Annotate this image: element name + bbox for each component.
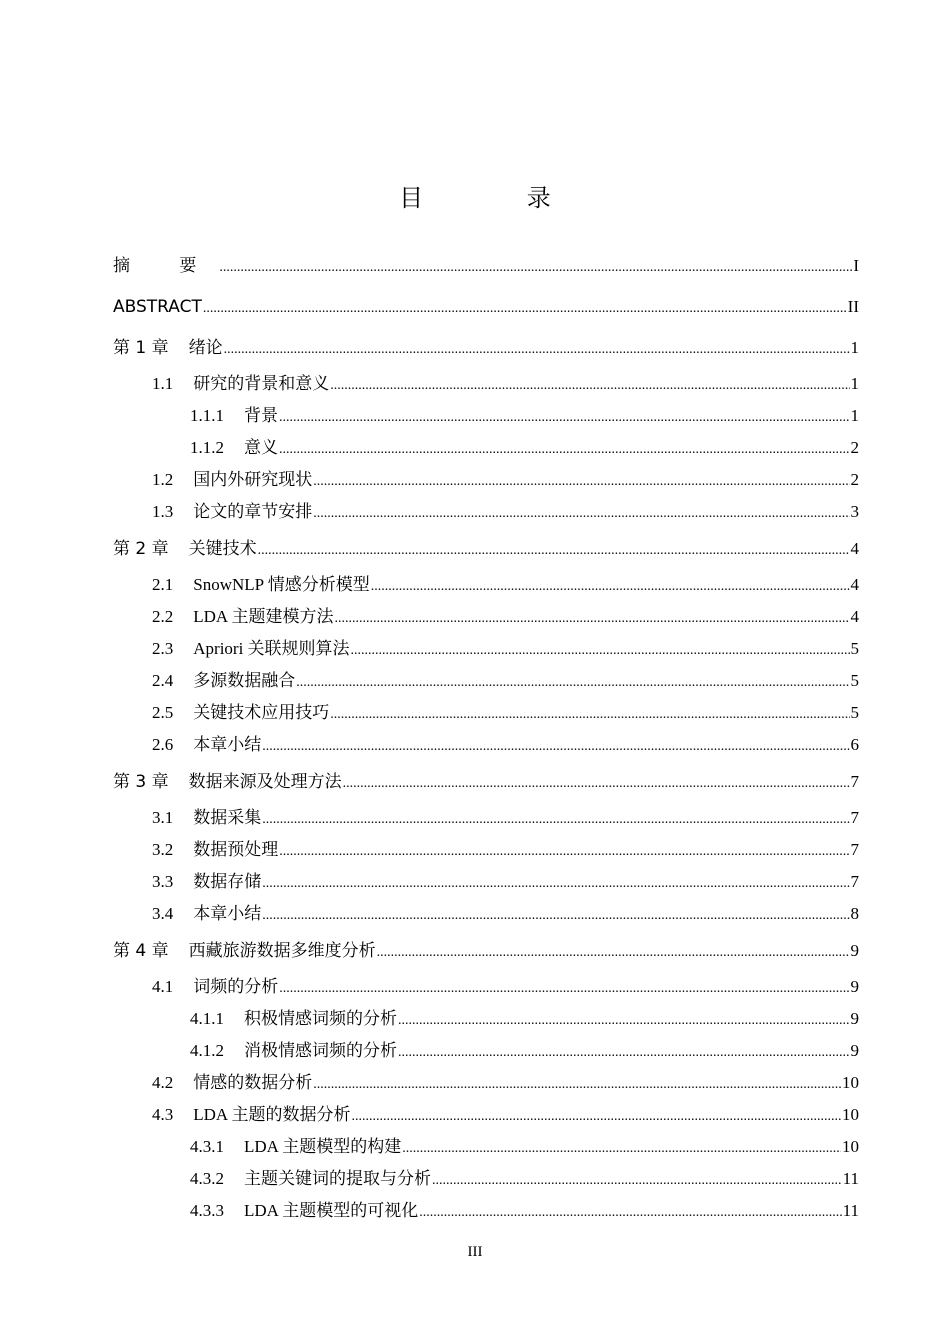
toc-entry[interactable] (113, 930, 859, 971)
toc-entry-title: LDA 主题建模方法 (193, 607, 334, 626)
toc-entry-number: 2.2 (152, 607, 174, 626)
toc-entry-title: 摘 要 (113, 256, 219, 276)
toc-entry-number: 1.1.2 (190, 438, 224, 457)
toc-entry-page: I (853, 256, 859, 275)
toc-entry-number: 第 2 章 (113, 539, 169, 559)
page-number: III (467, 1244, 483, 1260)
toc-entry[interactable] (113, 432, 859, 464)
toc-entry[interactable] (113, 834, 859, 866)
toc-entry-page: 6 (850, 735, 859, 754)
toc-dot-leader (377, 932, 850, 973)
toc-entry-page: II (847, 297, 859, 316)
toc-dot-leader (351, 635, 850, 667)
toc-entry-page: 8 (850, 904, 859, 923)
toc-dot-leader (371, 571, 850, 603)
toc-entry-page: 5 (850, 639, 859, 658)
toc-entry-page: 9 (850, 941, 859, 960)
toc-entry-page: 2 (850, 438, 859, 457)
toc-entry-title: 数据存储 (193, 872, 262, 891)
toc-dot-leader (313, 1069, 841, 1101)
toc-entry[interactable] (113, 400, 859, 432)
toc-dot-leader (262, 731, 849, 763)
toc-entry-page: 7 (850, 872, 859, 891)
toc-entry[interactable] (113, 866, 859, 898)
table-of-contents (113, 245, 859, 1227)
toc-entry[interactable] (113, 1099, 859, 1131)
toc-entry-title: 多源数据融合 (193, 671, 296, 690)
toc-entry-page: 7 (850, 772, 859, 791)
toc-entry-number: 1.2 (152, 470, 174, 489)
toc-dot-leader (279, 402, 850, 434)
toc-entry-title: LDA 主题模型的构建 (244, 1137, 402, 1156)
toc-entry-number: 第 3 章 (113, 772, 169, 792)
toc-entry-page: 1 (850, 374, 859, 393)
toc-dot-leader (258, 530, 850, 571)
toc-entry-title: 关键技术 (188, 539, 257, 559)
toc-entry[interactable] (113, 665, 859, 697)
toc-entry-title: SnowNLP 情感分析模型 (193, 575, 370, 594)
toc-entry-title: 意义 (244, 438, 278, 457)
toc-entry-page: 10 (842, 1073, 859, 1092)
toc-entry-title: 西藏旅游数据多维度分析 (188, 941, 376, 961)
toc-entry-page: 3 (850, 502, 859, 521)
toc-dot-leader (330, 370, 849, 402)
toc-entry-title: 数据来源及处理方法 (188, 772, 342, 792)
toc-entry-page: 11 (842, 1201, 859, 1220)
toc-entry-number: 3.2 (152, 840, 174, 859)
toc-entry-title: 积极情感词频的分析 (244, 1009, 397, 1028)
toc-entry-page: 10 (842, 1105, 859, 1124)
toc-entry[interactable] (113, 327, 859, 368)
toc-entry-number: 3.4 (152, 904, 174, 923)
toc-entry[interactable] (113, 1163, 859, 1195)
toc-entry-number: 4.3.3 (190, 1201, 224, 1220)
toc-entry-page: 5 (850, 703, 859, 722)
toc-entry-page: 11 (842, 1169, 859, 1188)
toc-entry[interactable] (113, 1067, 859, 1099)
toc-entry[interactable] (113, 729, 859, 761)
toc-dot-leader (279, 836, 849, 868)
toc-dot-leader (432, 1165, 842, 1197)
toc-entry-number: 4.2 (152, 1073, 174, 1092)
toc-entry[interactable] (113, 633, 859, 665)
toc-entry[interactable] (113, 601, 859, 633)
toc-entry-title: 主题关键词的提取与分析 (244, 1169, 431, 1188)
toc-entry[interactable] (113, 802, 859, 834)
toc-entry[interactable] (113, 245, 859, 286)
toc-entry-number: 4.1.2 (190, 1041, 224, 1060)
toc-entry-page: 7 (850, 840, 859, 859)
toc-entry-page: 9 (850, 1009, 859, 1028)
toc-entry[interactable] (113, 1003, 859, 1035)
toc-entry-title: 关键技术应用技巧 (193, 703, 330, 722)
toc-entry-number: 2.5 (152, 703, 174, 722)
toc-dot-leader (352, 1101, 842, 1133)
toc-entry-title: 国内外研究现状 (193, 470, 313, 489)
toc-entry-title: 本章小结 (193, 735, 262, 754)
toc-entry-number: 2.4 (152, 671, 174, 690)
toc-dot-leader (419, 1197, 841, 1229)
toc-entry[interactable] (113, 761, 859, 802)
toc-entry-page: 4 (850, 607, 859, 626)
toc-entry[interactable] (113, 971, 859, 1003)
toc-dot-leader (262, 900, 849, 932)
toc-entry-title: 情感的数据分析 (193, 1073, 313, 1092)
toc-entry[interactable] (113, 464, 859, 496)
toc-entry-title: 数据采集 (193, 808, 262, 827)
toc-entry-title: 背景 (244, 406, 278, 425)
toc-entry[interactable] (113, 898, 859, 930)
toc-entry-number: 2.3 (152, 639, 174, 658)
toc-entry-title: 数据预处理 (193, 840, 279, 859)
toc-entry-title: 词频的分析 (193, 977, 279, 996)
toc-entry-page: 4 (850, 575, 859, 594)
toc-dot-leader (262, 804, 849, 836)
toc-dot-leader (219, 247, 852, 288)
toc-entry-number: 4.3.2 (190, 1169, 224, 1188)
toc-entry-page: 7 (850, 808, 859, 827)
toc-entry-title: 论文的章节安排 (193, 502, 313, 521)
toc-entry-title: 绪论 (188, 338, 223, 358)
toc-entry[interactable] (113, 528, 859, 569)
toc-entry-number: 2.6 (152, 735, 174, 754)
toc-entry-title: LDA 主题的数据分析 (193, 1105, 351, 1124)
toc-dot-leader (313, 466, 849, 498)
toc-dot-leader (203, 288, 847, 329)
toc-entry[interactable] (113, 1131, 859, 1163)
toc-entry-page: 2 (850, 470, 859, 489)
toc-dot-leader (224, 329, 850, 370)
toc-dot-leader (398, 1037, 850, 1069)
toc-entry-page: 1 (850, 406, 859, 425)
toc-entry-number: 1.3 (152, 502, 174, 521)
toc-dot-leader (398, 1005, 850, 1037)
toc-entry-number: 3.1 (152, 808, 174, 827)
toc-entry-title: LDA 主题模型的可视化 (244, 1201, 419, 1220)
toc-dot-leader (335, 603, 850, 635)
toc-entry-title: ABSTRACT (113, 297, 202, 317)
toc-entry-number: 3.3 (152, 872, 174, 891)
toc-entry-number: 2.1 (152, 575, 174, 594)
toc-entry[interactable] (113, 1195, 859, 1227)
toc-entry-number: 4.1 (152, 977, 174, 996)
toc-entry[interactable] (113, 697, 859, 729)
toc-dot-leader (279, 973, 849, 1005)
toc-entry-number: 第 4 章 (113, 941, 169, 961)
toc-dot-leader (402, 1133, 841, 1165)
toc-dot-leader (313, 498, 849, 530)
page-title: 目 录 (399, 184, 599, 212)
toc-dot-leader (279, 434, 850, 466)
toc-dot-leader (296, 667, 849, 699)
toc-entry-title: Apriori 关联规则算法 (193, 639, 350, 658)
toc-entry-title: 研究的背景和意义 (193, 374, 330, 393)
toc-entry-page: 9 (850, 1041, 859, 1060)
toc-entry-title: 消极情感词频的分析 (244, 1041, 397, 1060)
toc-entry-number: 4.3 (152, 1105, 174, 1124)
toc-entry[interactable] (113, 569, 859, 601)
toc-entry-page: 5 (850, 671, 859, 690)
toc-entry-page: 1 (850, 338, 859, 357)
toc-entry-number: 1.1 (152, 374, 174, 393)
toc-dot-leader (330, 699, 849, 731)
toc-dot-leader (262, 868, 849, 900)
toc-entry[interactable] (113, 496, 859, 528)
toc-entry[interactable] (113, 1035, 859, 1067)
toc-entry-number: 1.1.1 (190, 406, 224, 425)
toc-entry[interactable] (113, 368, 859, 400)
toc-entry[interactable] (113, 286, 859, 327)
toc-dot-leader (343, 763, 850, 804)
toc-entry-page: 9 (850, 977, 859, 996)
toc-entry-page: 4 (850, 539, 859, 558)
toc-entry-number: 4.3.1 (190, 1137, 224, 1156)
toc-entry-number: 4.1.1 (190, 1009, 224, 1028)
toc-entry-page: 10 (842, 1137, 859, 1156)
toc-entry-title: 本章小结 (193, 904, 262, 923)
toc-entry-number: 第 1 章 (113, 338, 169, 358)
